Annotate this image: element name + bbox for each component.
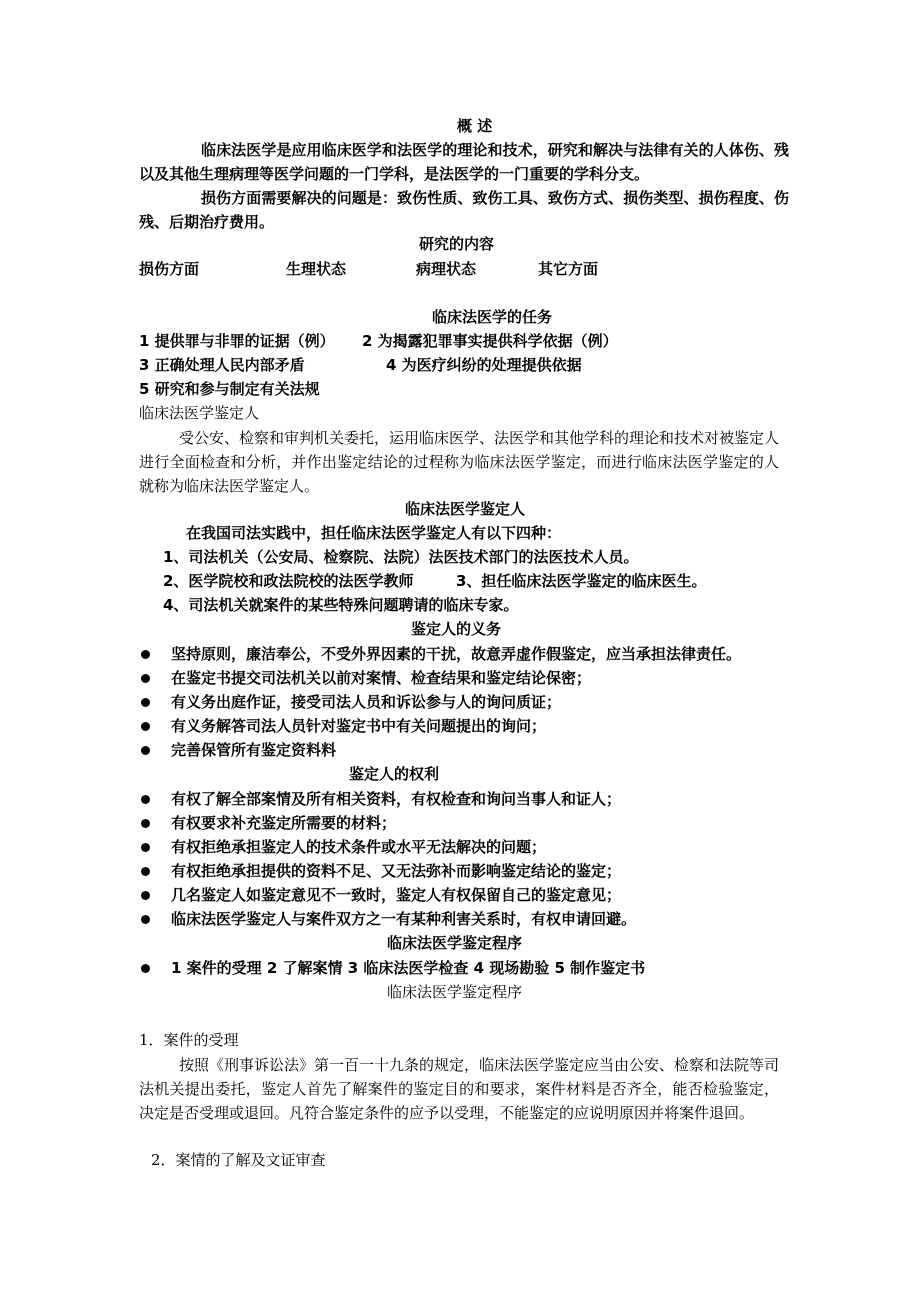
- appraiser-title: 临床法医学鉴定人: [405, 500, 526, 518]
- task-item: 2 为揭露犯罪事实提供科学依据（例）: [362, 332, 618, 350]
- appraiser-heading: 临床法医学鉴定人: [139, 404, 260, 422]
- section-paragraph-case-acceptance: 按照《刑事诉讼法》第一百一十九条的规定，临床法医学鉴定应当由公安、检察和法院等司法机关提出委托，鉴定人首先了解案件的鉴定目的和要求，案件材料是否齐全，能否检验鉴定，决定是否受理或退回。凡符合鉴定条件的应予以受理，不能鉴定的应说明原因并将案件退回。: [139, 1056, 780, 1122]
- research-item: 其它方面: [538, 260, 599, 278]
- right-item: 几名鉴定人如鉴定意见不一致时，鉴定人有权保留自己的鉴定意见；: [171, 886, 622, 904]
- bullet-icon: [141, 746, 150, 755]
- duty-item: 在鉴定书提交司法机关以前对案情、检查结果和鉴定结论保密；: [171, 669, 592, 687]
- appraiser-kind: 3、担任临床法医学鉴定的临床医生。: [456, 572, 707, 590]
- bullet-icon: [141, 964, 150, 973]
- bullet-icon: [141, 891, 150, 900]
- bullet-icon: [141, 698, 150, 707]
- tasks-title: 临床法医学的任务: [432, 308, 553, 326]
- right-item: 有权拒绝承担提供的资料不足、又无法弥补而影响鉴定结论的鉴定；: [171, 862, 622, 880]
- rights-title: 鉴定人的权利: [349, 765, 440, 783]
- task-item: 1 提供罪与非罪的证据（例）: [139, 332, 335, 350]
- right-item: 有权要求补充鉴定所需要的材料；: [171, 814, 397, 832]
- bullet-icon: [141, 795, 150, 804]
- duty-item: 坚持原则，廉洁奉公，不受外界因素的干扰，故意弄虚作假鉴定，应当承担法律责任。: [171, 645, 742, 663]
- bullet-icon: [141, 674, 150, 683]
- duty-item: 有义务解答司法人员针对鉴定书中有关问题提出的询问；: [171, 717, 547, 735]
- bullet-icon: [141, 650, 150, 659]
- procedure-title: 临床法医学鉴定程序: [387, 934, 523, 952]
- bullet-icon: [141, 867, 150, 876]
- duties-title: 鉴定人的义务: [411, 620, 502, 638]
- duty-item: 完善保管所有鉴定资料料: [171, 741, 337, 759]
- research-item: 生理状态: [286, 260, 347, 278]
- bullet-icon: [141, 722, 150, 731]
- right-item: 有权拒绝承担鉴定人的技术条件或水平无法解决的问题；: [171, 838, 547, 856]
- appraiser-intro: 在我国司法实践中，担任临床法医学鉴定人有以下四种：: [186, 524, 562, 542]
- procedure-steps: 1 案件的受理 2 了解案情 3 临床法医学检查 4 现场勘验 5 制作鉴定书: [171, 959, 646, 977]
- bullet-icon: [141, 843, 150, 852]
- section-heading-case-acceptance: 1．案件的受理: [139, 1031, 239, 1049]
- research-item: 损伤方面: [139, 260, 200, 278]
- task-item: 3 正确处理人民内部矛盾: [139, 356, 305, 374]
- research-title: 研究的内容: [419, 235, 495, 253]
- overview-paragraph-1: 临床法医学是应用临床医学和法医学的理论和技术，研究和解决与法律有关的人体伤、残以及其他生理病理等医学问题的一门学科，是法医学的一门重要的学科分支。: [139, 141, 789, 183]
- right-item: 临床法医学鉴定人与案件双方之一有某种利害关系时，有权申请回避。: [171, 910, 637, 928]
- task-item: 5 研究和参与制定有关法规: [139, 380, 320, 398]
- research-item: 病理状态: [416, 260, 477, 278]
- right-item: 有权了解全部案情及所有相关资料，有权检查和询问当事人和证人；: [171, 790, 622, 808]
- bullet-icon: [141, 915, 150, 924]
- appraiser-kind: 4、司法机关就案件的某些特殊问题聘请的临床专家。: [163, 596, 519, 614]
- task-item: 4 为医疗纠纷的处理提供依据: [386, 356, 582, 374]
- bullet-icon: [141, 819, 150, 828]
- section-heading-case-review: 2．案情的了解及文证审查: [151, 1151, 326, 1169]
- procedure-title-2: 临床法医学鉴定程序: [387, 983, 523, 1001]
- overview-paragraph-2: 损伤方面需要解决的问题是：致伤性质、致伤工具、致伤方式、损伤类型、损伤程度、伤残、后期治疗费用。: [139, 189, 789, 231]
- overview-title: 概 述: [457, 117, 493, 135]
- appraiser-kind: 1、司法机关（公安局、检察院、法院）法医技术部门的法医技术人员。: [163, 548, 639, 566]
- appraiser-definition: 受公安、检察和审判机关委托，运用临床医学、法医学和其他学科的理论和技术对被鉴定人进行全面检查和分析，并作出鉴定结论的过程称为临床法医学鉴定，而进行临床法医学鉴定的人就称为临床法医学鉴定人。: [139, 429, 780, 495]
- duty-item: 有义务出庭作证，接受司法人员和诉讼参与人的询问质证；: [171, 693, 562, 711]
- appraiser-kind: 2、医学院校和政法院校的法医学教师: [163, 572, 414, 590]
